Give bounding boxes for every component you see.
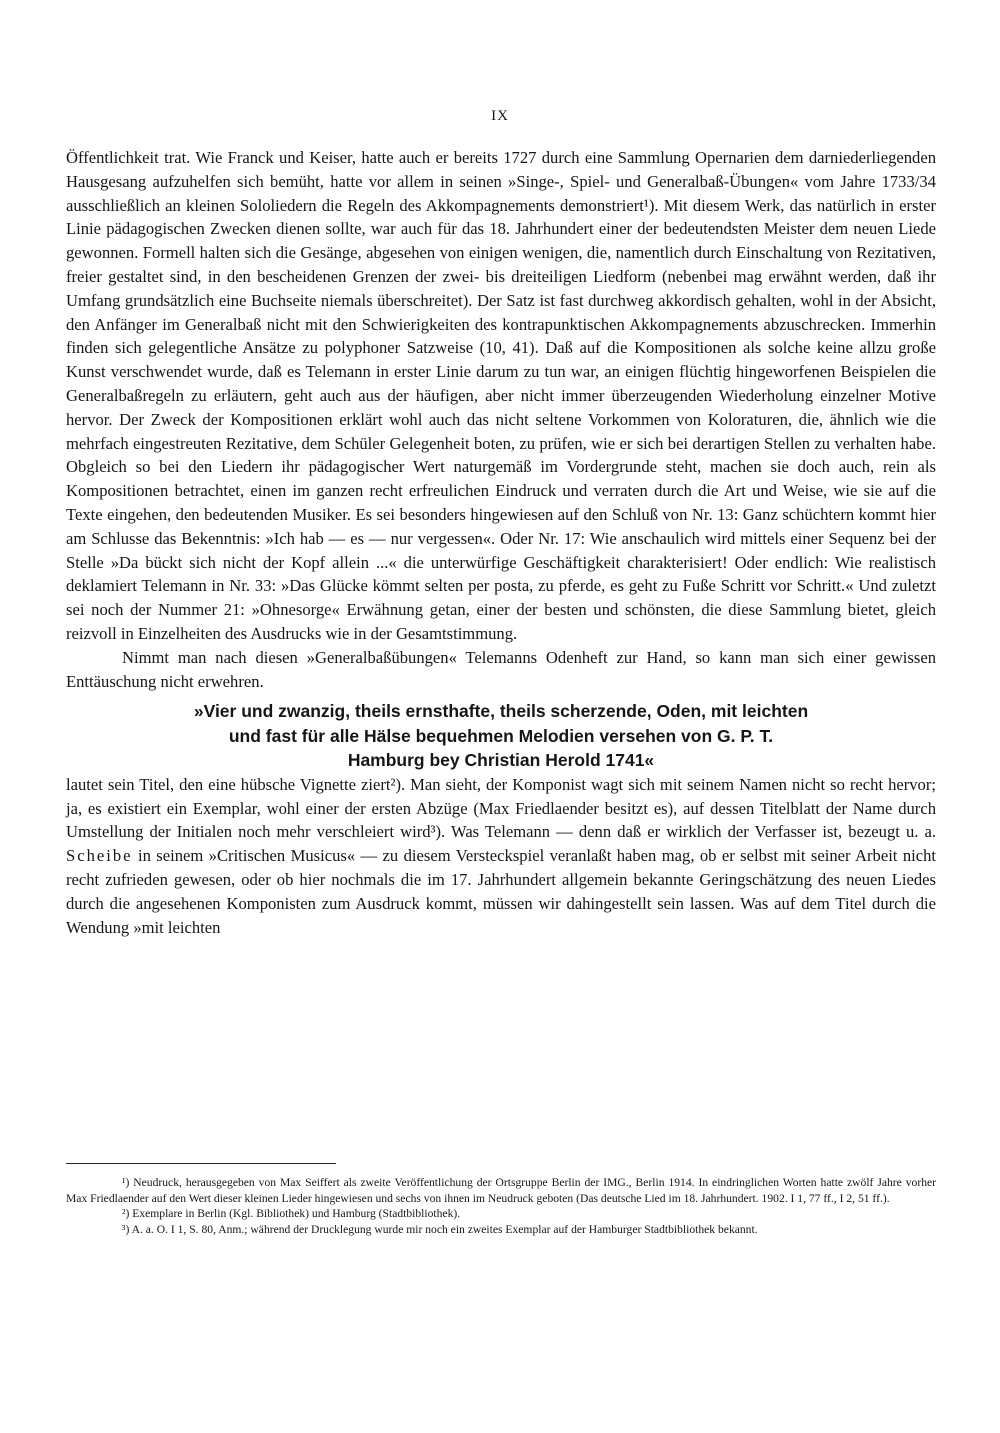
paragraph-3-part-1: lautet sein Titel, den eine hübsche Vignette ziert²). Man sieht, der Komponist wagt sich mit seinem Namen nicht so recht hervor; ja, es existiert ein Exemplar, wohl einer der ersten Abzüge (Max Friedlaender besitzt es), auf dessen Titelblatt der Name durch Umstellung der Initialen noch mehr verschleiert wird³). Was Telemann — denn daß er wirklich der Verfasser ist, bezeugt u. a. bbox=[66, 774, 936, 842]
quoted-title bbox=[66, 699, 936, 773]
footnote-separator bbox=[66, 1163, 336, 1164]
footnotes bbox=[66, 1175, 936, 1237]
footnote-1: ¹) Neudruck, herausgegeben von Max Seiffert als zweite Veröffentlichung der Ortsgruppe Berlin der IMG., Berlin 1914. In eindringlichen Worten hatte zwölf Jahre vorher Max Friedlaender auf den Wert dieser kleinen Lieder hingewiesen und sechs von ihnen im Neudruck geboten (Das deutsche Lied im 18. Jahrhundert. 1902. I 1, 77 ff., I 2, 51 ff.). bbox=[66, 1176, 936, 1205]
page-number: IX bbox=[491, 108, 509, 124]
title-line-2: und fast für alle Hälse bequehmen Melodien versehen von G. P. T. bbox=[228, 725, 774, 746]
title-line-1: »Vier und zwanzig, theils ernsthafte, theils scherzende, Oden, mit leichten bbox=[193, 701, 809, 722]
title-line-3: Hamburg bey Christian Herold 1741« bbox=[347, 750, 655, 771]
paragraph-1: Öffentlichkeit trat. Wie Franck und Keiser, hatte auch er bereits 1727 durch eine Sammlung Opernarien dem darniederliegenden Hausgesang aufzuhelfen sich bemüht, hatte vor allem in seinen »Singe-, Spiel- und Generalbaß-Übungen« vom Jahre 1733/34 ausschließlich an kleinen Sololiedern die Regeln des Akkompagnements demonstriert¹). Mit diesem Werk, das natürlich in erster Linie pädagogischen Zwecken dienen sollte, war auch für das 18. Jahrhundert einer der bedeutendsten Meister dem neuen Liede gewonnen. Formell halten sich die Gesänge, abgesehen von einigen wenigen, die, namentlich durch Einschaltung von Rezitativen, freier gestaltet sind, in den bescheidenen Grenzen der zwei- bis dreiteiligen Liedform (nebenbei mag erwähnt werden, daß ihr Umfang grundsätzlich eine Buchseite niemals überschreitet). Der Satz ist fast durchweg akkordisch gehalten, wohl in der Absicht, den Anfänger im Generalbaß nicht mit den Schwierigkeiten des kontrapunktischen Akkompagnements abzuschrecken. Immerhin finden sich gelegentliche Ansätze zu polyphoner Satzweise (10, 41). Daß auf die Kompositionen als solche keine allzu große Kunst verschwendet wurde, daß es Telemann in erster Linie darum zu tun war, an einigen flüchtig hingeworfenen Beispielen die Generalbaßregeln zu erläutern, geht auch aus der häufigen, aber nicht immer überzeugenden Wiederholung einzelner Motive hervor. Der Zweck der Kompositionen erklärt wohl auch das nicht seltene Vorkommen von Koloraturen, die, ähnlich wie die mehrfach eingestreuten Rezitative, dem Schüler Gelegenheit boten, zu prüfen, wie er sich bei derartigen Stellen zu verhalten habe. Obgleich so bei den Liedern ihr pädagogischer Wert naturgemäß im Vordergrunde steht, machen sie doch auch, rein als Kompositionen betrachtet, einen im ganzen recht erfreulichen Eindruck und verraten durch die Art und Weise, wie sie auf die Texte eingehen, den bedeutenden Musiker. Es sei besonders hingewiesen auf den Schluß von Nr. 13: Ganz schüchtern kommt hier am Schlusse das Bekenntnis: »Ich hab — es — nur vergessen«. Oder Nr. 17: Wie anschaulich wird mittels einer Sequenz bei der Stelle »Da bückt sich nicht der Kopf allein ...« die unterwürfige Geschäftigkeit charakterisiert! Oder endlich: Wie realistisch deklamiert Telemann in Nr. 33: »Das Glücke kömmt selten per posta, zu pferde, es geht zu Fuße Schritt vor Schritt.« Und zuletzt sei noch der Nummer 21: »Ohnesorge« Erwähnung getan, einer der besten und schönsten, die diese Sammlung bietet, gleich reizvoll in Einzelheiten des Ausdrucks wie in der Gesamtstimmung. bbox=[66, 148, 936, 643]
main-text bbox=[66, 146, 936, 939]
paragraph-3 bbox=[66, 773, 936, 940]
paragraph-3-part-2: in seinem »Critischen Musicus« — zu diesem Versteckspiel veranlaßt haben mag, ob er selbst mit seiner Arbeit nicht recht zufrieden gewesen, oder ob hier nochmals die im 17. Jahrhundert allgemein bekannte Geringschätzung des neuen Liedes durch die angesehenen Komponisten zum Ausdruck kommt, müssen wir dahingestellt sein lassen. Was auf dem Titel durch die Wendung »mit leichten bbox=[66, 846, 937, 937]
footnote-3: ³) A. a. O. I 1, S. 80, Anm.; während der Drucklegung wurde mir noch ein zweites Exemplar auf der Hamburger Stadtbibliothek bekannt. bbox=[122, 1222, 758, 1236]
spaced-name-scheibe: Scheibe bbox=[66, 846, 133, 866]
paragraph-2: Nimmt man nach diesen »Generalbaßübungen« Telemanns Odenheft zur Hand, so kann man sich einer gewissen Enttäuschung nicht erwehren. bbox=[66, 647, 936, 691]
footnote-2: ²) Exemplare in Berlin (Kgl. Bibliothek) und Hamburg (Stadtbibliothek). bbox=[122, 1207, 461, 1221]
